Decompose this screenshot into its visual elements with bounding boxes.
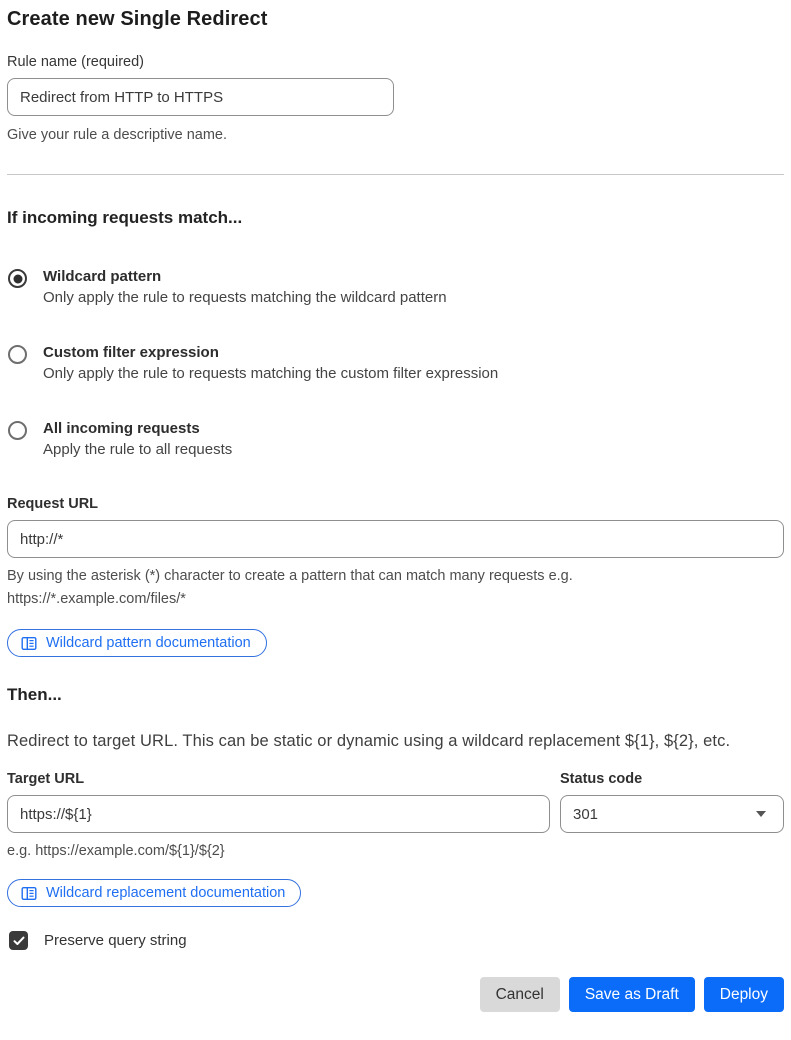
status-code-label: Status code: [560, 771, 643, 787]
request-url-label: Request URL: [7, 496, 99, 512]
request-url-input[interactable]: [7, 520, 784, 558]
radio-option-label: Custom filter expression: [43, 344, 219, 361]
radio-selected-icon[interactable]: [8, 269, 27, 288]
deploy-button[interactable]: Deploy: [704, 977, 784, 1012]
wildcard-pattern-docs-label: Wildcard pattern documentation: [46, 635, 251, 651]
section-divider: [7, 174, 784, 175]
rule-name-input[interactable]: [7, 78, 394, 116]
cancel-button[interactable]: Cancel: [480, 977, 560, 1012]
match-type-radio-group: [7, 268, 784, 458]
wildcard-pattern-docs-button[interactable]: [7, 629, 267, 657]
page-title: Create new Single Redirect: [7, 8, 268, 30]
save-as-draft-button[interactable]: Save as Draft: [569, 977, 695, 1012]
rule-name-help: Give your rule a descriptive name.: [7, 127, 228, 143]
request-url-help-line2: https://*.example.com/files/*: [7, 591, 186, 607]
radio-option-wildcard-pattern[interactable]: [7, 268, 784, 306]
wildcard-replacement-docs-button[interactable]: [7, 879, 301, 907]
radio-option-label: Wildcard pattern: [43, 268, 162, 285]
radio-option-custom-filter[interactable]: [7, 344, 784, 382]
radio-unselected-icon[interactable]: [8, 421, 27, 440]
rule-name-label: Rule name (required): [7, 54, 145, 70]
target-url-input[interactable]: [7, 795, 550, 833]
status-code-select[interactable]: [560, 795, 784, 833]
radio-unselected-icon[interactable]: [8, 345, 27, 364]
then-section-heading: Then...: [7, 685, 62, 704]
radio-option-all-requests[interactable]: [7, 420, 784, 458]
request-url-help-line1: By using the asterisk (*) character to create a pattern that can match many requests e.g.: [7, 568, 573, 584]
request-url-help: [7, 565, 784, 611]
radio-option-description: Apply the rule to all requests: [43, 441, 233, 458]
book-open-icon: [21, 886, 37, 901]
chevron-down-icon: [756, 811, 766, 817]
then-section-description: Redirect to target URL. This can be static or dynamic using a wildcard replacement ${1}, ${2}, etc.: [7, 732, 731, 750]
target-url-label: Target URL: [7, 771, 85, 787]
radio-option-description: Only apply the rule to requests matching the wildcard pattern: [43, 289, 447, 306]
target-url-help: e.g. https://example.com/${1}/${2}: [7, 843, 225, 859]
footer-actions: [7, 977, 784, 1012]
preserve-query-string-label: Preserve query string: [44, 932, 187, 949]
radio-option-label: All incoming requests: [43, 420, 200, 437]
radio-option-description: Only apply the rule to requests matching the custom filter expression: [43, 365, 499, 382]
match-section-heading: If incoming requests match...: [7, 208, 243, 227]
book-open-icon: [21, 636, 37, 651]
checkbox-checked-icon[interactable]: [9, 931, 28, 950]
wildcard-replacement-docs-label: Wildcard replacement documentation: [46, 885, 286, 901]
preserve-query-string-row[interactable]: [7, 931, 784, 950]
status-code-value: 301: [573, 805, 599, 823]
